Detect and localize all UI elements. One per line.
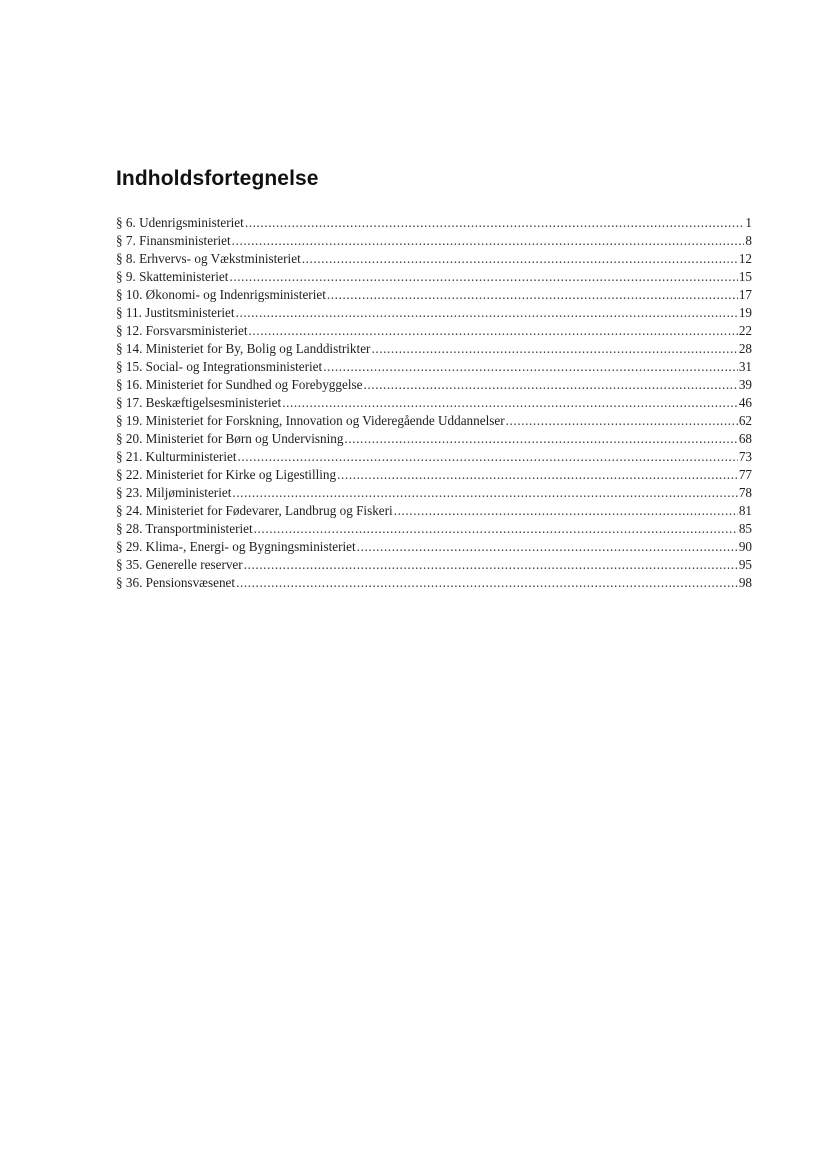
toc-entry-label: § 6. Udenrigsministeriet <box>116 215 244 230</box>
toc-entry-label: § 11. Justitsministeriet <box>116 305 235 320</box>
toc-entry-page: 8 <box>745 233 752 248</box>
toc-entry-label: § 8. Erhvervs- og Vækstministeriet <box>116 251 301 266</box>
toc-entry[interactable] <box>116 322 752 340</box>
toc-entry[interactable] <box>116 574 752 592</box>
toc-entry-page: 15 <box>738 269 752 284</box>
dot-leader <box>232 484 737 502</box>
dot-leader <box>282 394 738 412</box>
toc-entry[interactable] <box>116 304 752 322</box>
toc-entry-page: 19 <box>738 305 752 320</box>
toc-entry-page: 39 <box>738 377 752 392</box>
toc-entry-page: 81 <box>738 503 752 518</box>
dot-leader <box>506 412 738 430</box>
toc-entry[interactable] <box>116 412 752 430</box>
toc-entry-page: 77 <box>738 467 752 482</box>
toc-entry[interactable] <box>116 358 752 376</box>
toc-entry-label: § 7. Finansministeriet <box>116 233 231 248</box>
toc-entry-label: § 14. Ministeriet for By, Bolig og Landdistrikter <box>116 341 371 356</box>
toc-entry-page: 31 <box>738 359 752 374</box>
toc-entry-label: § 9. Skatteministeriet <box>116 269 229 284</box>
toc-entry[interactable] <box>116 286 752 304</box>
toc-entry-label: § 35. Generelle reserver <box>116 557 243 572</box>
toc-entry-page: 95 <box>738 557 752 572</box>
dot-leader <box>245 214 745 232</box>
toc-entry-page: 68 <box>738 431 752 446</box>
toc-entry-label: § 21. Kulturministeriet <box>116 449 237 464</box>
toc-entry-label: § 12. Forsvarsministeriet <box>116 323 248 338</box>
toc-entry[interactable] <box>116 556 752 574</box>
toc-entry[interactable] <box>116 538 752 556</box>
dot-leader <box>357 538 738 556</box>
toc-entry-label: § 28. Transportministeriet <box>116 521 253 536</box>
dot-leader <box>337 466 738 484</box>
toc-entry-label: § 23. Miljøministeriet <box>116 485 232 500</box>
dot-leader <box>344 430 737 448</box>
toc-entry[interactable] <box>116 376 752 394</box>
toc-entry-page: 12 <box>738 251 752 266</box>
dot-leader <box>323 358 738 376</box>
toc-entry-label: § 10. Økonomi- og Indenrigsministeriet <box>116 287 326 302</box>
dot-leader <box>232 232 745 250</box>
toc-entry[interactable] <box>116 484 752 502</box>
dot-leader <box>327 286 738 304</box>
toc-entry[interactable] <box>116 502 752 520</box>
toc-entry[interactable] <box>116 214 752 232</box>
dot-leader <box>236 574 738 592</box>
toc-entry-label: § 20. Ministeriet for Børn og Undervisning <box>116 431 344 446</box>
toc-entry[interactable] <box>116 250 752 268</box>
toc-title: Indholdsfortegnelse <box>116 167 319 190</box>
toc-entry[interactable] <box>116 430 752 448</box>
toc-entry-label: § 29. Klima-, Energi- og Bygningsministeriet <box>116 539 356 554</box>
dot-leader <box>238 448 738 466</box>
dot-leader <box>254 520 738 538</box>
toc-entry-page: 78 <box>738 485 752 500</box>
toc-entry-label: § 24. Ministeriet for Fødevarer, Landbrug og Fiskeri <box>116 503 393 518</box>
dot-leader <box>364 376 738 394</box>
toc-entry-page: 46 <box>738 395 752 410</box>
toc-entry-page: 85 <box>738 521 752 536</box>
toc-entry[interactable] <box>116 466 752 484</box>
toc-entry-page: 90 <box>738 539 752 554</box>
toc-entry-page: 98 <box>738 575 752 590</box>
toc-entry-page: 28 <box>738 341 752 356</box>
toc-entry[interactable] <box>116 520 752 538</box>
toc-entry[interactable] <box>116 232 752 250</box>
toc-entry-label: § 15. Social- og Integrationsministeriet <box>116 359 323 374</box>
dot-leader <box>236 304 738 322</box>
toc-entry-page: 1 <box>745 215 752 230</box>
toc-list <box>116 214 752 592</box>
toc-entry-label: § 36. Pensionsvæsenet <box>116 575 236 590</box>
toc-entry[interactable] <box>116 394 752 412</box>
toc-entry-label: § 16. Ministeriet for Sundhed og Forebyggelse <box>116 377 363 392</box>
toc-entry-label: § 17. Beskæftigelsesministeriet <box>116 395 282 410</box>
dot-leader <box>249 322 738 340</box>
toc-entry-label: § 22. Ministeriet for Kirke og Ligestilling <box>116 467 337 482</box>
dot-leader <box>371 340 737 358</box>
toc-entry[interactable] <box>116 448 752 466</box>
toc-entry-page: 73 <box>738 449 752 464</box>
toc-entry-page: 17 <box>738 287 752 302</box>
toc-entry[interactable] <box>116 268 752 286</box>
toc-entry-page: 22 <box>738 323 752 338</box>
toc-entry-label: § 19. Ministeriet for Forskning, Innovation og Videregående Uddannelser <box>116 413 505 428</box>
toc-entry[interactable] <box>116 340 752 358</box>
dot-leader <box>244 556 738 574</box>
dot-leader <box>229 268 737 286</box>
dot-leader <box>302 250 738 268</box>
dot-leader <box>394 502 738 520</box>
toc-entry-page: 62 <box>738 413 752 428</box>
